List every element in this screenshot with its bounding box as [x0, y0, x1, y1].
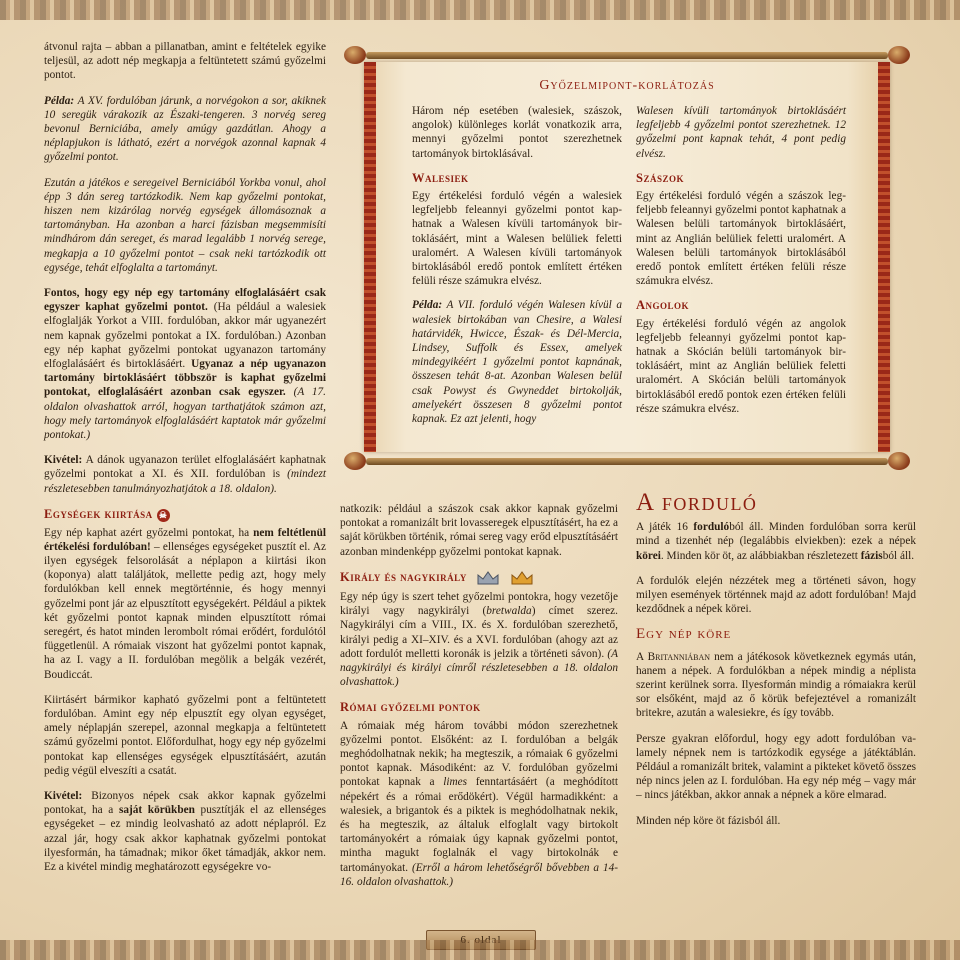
text: – ellenséges egységeket pusztít el. Az ilyen egységek felsorolását a néplapon a kiirtási ikon (koponya) alatt találjátok, mellette pedig azt, hogy mely fordulókban kell ennek megtörténnie, és hogy mennyi győzelmi pont jár az elpusztított egységekért. Például a piktek két győzelmi pontot kapnak minden elpusztított római seregért, és hatot minden lerombolt római erődért, fordulótól függetlenül. A rómaiak viszont hat győzelmi pontot kapnak, ha az I. vagy a II. fordulóban megölik a belgák vezérét, Boudiccát. [44, 540, 326, 681]
scroll-column-right [636, 104, 846, 426]
scroll-knob-icon [888, 46, 910, 64]
gold-crown-icon [510, 570, 534, 586]
italic-text: bretwalda [486, 605, 532, 618]
text: Egy nép kaphat azért győzelmi pontokat, ha [44, 526, 254, 539]
heading-unit-destruction [44, 507, 326, 522]
top-ornament-border [0, 0, 960, 20]
heading-king [340, 570, 618, 586]
scroll-rod-top [344, 46, 910, 64]
bold-text: saját körükben [118, 804, 195, 817]
paragraph [44, 526, 326, 682]
rod-bar [366, 458, 888, 465]
column-left [44, 40, 326, 885]
example-paragraph [412, 298, 622, 426]
bold-text: fázis [860, 549, 883, 562]
text: ból áll. Minden fordulóban sorra kerül mind a tizenhét nép (legalábbis elviekben): ezek a népek [636, 521, 916, 548]
column-middle [340, 502, 618, 900]
italic-text: (A 17. oldalon olvashattok arról, hogyan tarthatjátok számon azt, hogy mely tartományok elfoglalásáért kaptatok már győzelmi pontokat.) [44, 386, 326, 442]
text: fenntartásáért (a meghódított népekért és a római erődökért). Végül harmadikként: a walesiek, a brigantok és a piktek is meghódolhatnak nekik, és ha megteszik, az általuk elfoglalt vagy birtokolt tartományokért a rómaiak úgy kapnak győzelmi pontot, mintha magukt foglalnák el vagy birtokolnák e tartományokat. [340, 776, 618, 874]
exception-label: Kivétel: [44, 789, 83, 802]
text: Bizonyos népek csak akkor kapnak győzelmi pontokat, ha a [44, 789, 326, 817]
paragraph-important [44, 286, 326, 442]
scroll-edge-right [878, 62, 890, 452]
text: A játék 16 [636, 521, 694, 534]
scroll-column-left [412, 104, 622, 436]
subsection-title: Egy nép köre [636, 626, 732, 643]
bold-text: Ugyanaz a nép ugyanazon tartomány birtoklásáért többször is kaphat győzelmi pontokat, elfoglalásáért azonban csak egyszer. [44, 358, 326, 399]
silver-crown-icon [476, 570, 500, 586]
paragraph [636, 650, 916, 721]
heading-roman: Római győzelmi pontok [340, 700, 481, 715]
example-paragraph [44, 94, 326, 165]
scroll-rod-bottom [344, 452, 910, 470]
paragraph: Kiirtásért bármikor kapható győzelmi pont a feltüntetett fordulóban. Amint egy nép elpusztít egy olyan egységet, amely néplapján szerepel, azonnal megkapja a feltüntetett számú győzelmi pontot. Előfordulhat, hogy egy nép győzelmi pontokat kap ellenséges egységek elpusztításáért, azután pedig végül elveszíti a csatát. [44, 693, 326, 777]
scroll-edge-left [364, 62, 376, 452]
bold-text: nem feltétlenül értékelési fordulóban! [44, 526, 326, 553]
example-continuation: Ezután a játékos e seregeivel Berniciából Yorkba vonul, ahol épp 3 dán sereg tartózkodik. Nem kap győzelmi pontokat, hiszen nem kizárólag norvég egységek állomásoznak a tartományban. Ha azonban a harci fázisban megsemmisíti mindhárom dán sereget, és marad legalább 1 norvég serege, megkapja a 10 győzelmi pontot – csak neki tartózkodik ott egysége, tehát elfoglalta a tartományt. [44, 176, 326, 274]
paragraph: Egy értékelési forduló végén a walesiek legfeljebb feleannyi győzelmi pontot kaphatnak a Walesen kívüli tartományok birtoklásáért, mint a Walesen belüliek feletti uralomért. A Walesen kívüli tartományok birtoklásából eredő pontok említett értéken felüli része számukra elvész. [412, 190, 622, 288]
example-text: A VII. forduló végén Walesen kívül a walesiek birtokában van Chesire, a Walesi határvidék, Hwicce, Észak- és Dél-Mercia, Lindsey, Suffolk és Essex, amelyek mindegyikéért 1 győzelmi pontot kapnának, összesen tehát 8-at. Azonban Walesen belül csak Powyst és Gwyneddet birtokolják, amelyekért összesen 8 győzelmi pontot kapnak. Ez azt jelenti, hogy [412, 299, 622, 426]
example-label: Példa: [44, 94, 75, 107]
exception-paragraph [44, 453, 326, 496]
text: ból áll. [882, 549, 915, 562]
italic-text: (mindezt részletesebben tanulmányozhatjátok a 18. oldalon). [44, 468, 326, 495]
bold-text: forduló [693, 521, 730, 534]
paragraph: Egy értékelési forduló végén az angolok legfeljebb feleannyi győzelmi pontot kaphatnak a Skócián belüli tartományok birtoklásáért, mint az Anglián belüliek feletti uralomért. A Skócián belüli tartományok birtoklásából eredő pontok ezen értéken felüli része számukra elvész. [636, 317, 846, 415]
scroll-knob-icon [344, 452, 366, 470]
text: (Ha például a walesiek elfoglalják Yorkot a VIII. fordulóban, akkor már ugyanezért nem kapnak győzelmi pontokat a IX. fordulóban.) Azonban egy nép kaphat győzelmi pontokat ugyanazon tartomány elfoglalásáért és birtoklásáért. [44, 301, 326, 371]
paragraph: Minden nép köre öt fázisból áll. [636, 814, 781, 827]
paragraph: átvonul rajta – abban a pillanatban, amint e feltételek egyike teljesül, az adott nép megkapja a feltüntetett számú győzelmi pontot. [44, 41, 326, 82]
paragraph [340, 719, 618, 889]
italic-text: (A nagykirályi és királyi címről részletesebben a 18. oldalon olvashattok.) [340, 647, 618, 689]
text: ) címet szerez. Nagykirályi cím a VIII., IX. és X. fordulóban szerezhető, királyi pedig a XI–XIV. és a XVI. fordulóban (ahogy azt az adott fordulót melletti koronák is jelzik a történeti sávon). [340, 605, 618, 660]
heading-text: Király és nagykirály [340, 569, 467, 584]
scroll-intro: Három nép esetében (walesiek, szászok, angolok) különleges korlát vonatkozik arra, mennyi győzelmi pontot szerezhetnek tartományok birtoklásával. [412, 105, 622, 160]
rod-bar [366, 52, 888, 59]
paragraph: Egy értékelési forduló végén a szászok legfeljebb feleannyi győzelmi pontot kaphatnak a Walesen belüli tartományok birtoklásáért, mint az Anglián belüliek feletti uralomért. A Walesen belüli tartományok birtoklásából eredő pontok említett értéken felüli része számukra elvész. [636, 190, 846, 288]
exception-paragraph [44, 789, 326, 874]
scroll-title: Győzelmipont-korlátozás [539, 78, 715, 93]
example-text: A XV. fordulóban járunk, a norvégokon a sor, akiknek 10 seregük várakozik az Északi-tengeren. 3 norvég sereg bevonul Berniciába, amely amúgy gazdátlan. Ahogy a néplapjukon is látható, ezért a norvégok azonnal kapnak 4 győzelmi pontot. [44, 94, 326, 164]
italic-text: (Erről a három lehetőségről bővebben a 14-16. oldalon olvashattok.) [340, 861, 618, 888]
text: . Minden kör öt, az alábbiakban részletezett [660, 549, 861, 562]
paragraph: Persze gyakran előfordul, hogy egy adott fordulóban valamely népnek nem is tartózkodik egysége a játéktáblán. Például a romanizált britek, valamint a pikteket követő összes nép nincs jelen az I. fordulóban. Ha egy nép még – vagy már – nincs játékban, akkor annak a népnek a köre elmarad. [636, 732, 916, 802]
section-title: A forduló [636, 489, 758, 516]
text: Egy nép úgy is szert tehet győzelmi pontokra, hogy vezetője királyi vagy nagykirályi ( [340, 590, 618, 618]
heading-saxons: Szászok [636, 170, 684, 185]
paragraph: natkozik: például a szászok csak akkor kapnak győzelmi pontokat a romanizált brit lovasseregek elpusztításért, ha ez a saját körükben történik, római sereg vagy erőd elpusztításáért azonban mindenképp győzelmi pontokat kapnak. [340, 503, 618, 558]
exception-label: Kivétel: [44, 454, 83, 467]
paragraph [636, 520, 916, 563]
paragraph: A fordulók elején nézzétek meg a történeti sávon, hogy milyen események történnek majd az adott fordulóban! Majd kezdődnek a népek körei. [636, 574, 916, 616]
example-label: Példa: [412, 299, 443, 312]
heading-text: Egységek kiirtása [44, 506, 153, 521]
skull-icon: ☠ [157, 509, 170, 522]
column-right [636, 489, 916, 839]
text: A [636, 650, 648, 663]
scroll-knob-icon [344, 46, 366, 64]
text: A dánok ugyanazon terület elfoglalásáért kaphatnak győzelmi pontokat a XI. és XII. fordulóban is [44, 454, 326, 481]
heading-welsh: Walesiek [412, 170, 469, 185]
text: pusztítják el az ellenséges egységeket – ez mindig leolvasható az adott néplapról. Ez azzal jár, hogy csak akkor kaphatnak győzelmi pontokat ilyesformán, ha támadnak; mikor őket támadják, akkor nem. Ez a kivétel mindig meghatározott egységekre vo- [44, 804, 326, 873]
text: A rómaiak még három további módon szerezhetnek győzelmi pontot. Elsőként: az I. fordulóban a belgák meghódolhatnak nekik; ha megteszik, a rómaiak 6 győzelmi pontot kapnak. Másodiként: az V. fordulóban győzelmi pontokat kapnak a [340, 719, 618, 789]
bold-text: körei [636, 549, 661, 562]
small-caps-text: Britanniában [647, 650, 711, 663]
paragraph [340, 590, 618, 689]
example-continuation: Walesen kívüli tartományok birtoklásáért legfeljebb 4 győzelmi pontot szerezhetnek. 12 győzelmi pont kapnak tehát, 4 pont pedig elvész. [636, 105, 846, 160]
text: nem a játékosok következnek egymás után, hanem a népek. A fordulókban a népek mindig a néplista szerint kerülnek sorra. Ilyesformán mindig a rómaiakra kerül sor elsőként, majd az ő körük befejeztével a romanizált britekre, azután a walesiekre, és így tovább. [636, 650, 916, 720]
italic-text: limes [443, 776, 468, 789]
bold-text: Fontos, hogy egy nép egy tartomány elfoglalásáért csak egyszer kaphat győzelmi pontot. [44, 287, 326, 314]
scroll-knob-icon [888, 452, 910, 470]
heading-angles: Angolok [636, 298, 690, 313]
bottom-ornament-border [0, 940, 960, 960]
